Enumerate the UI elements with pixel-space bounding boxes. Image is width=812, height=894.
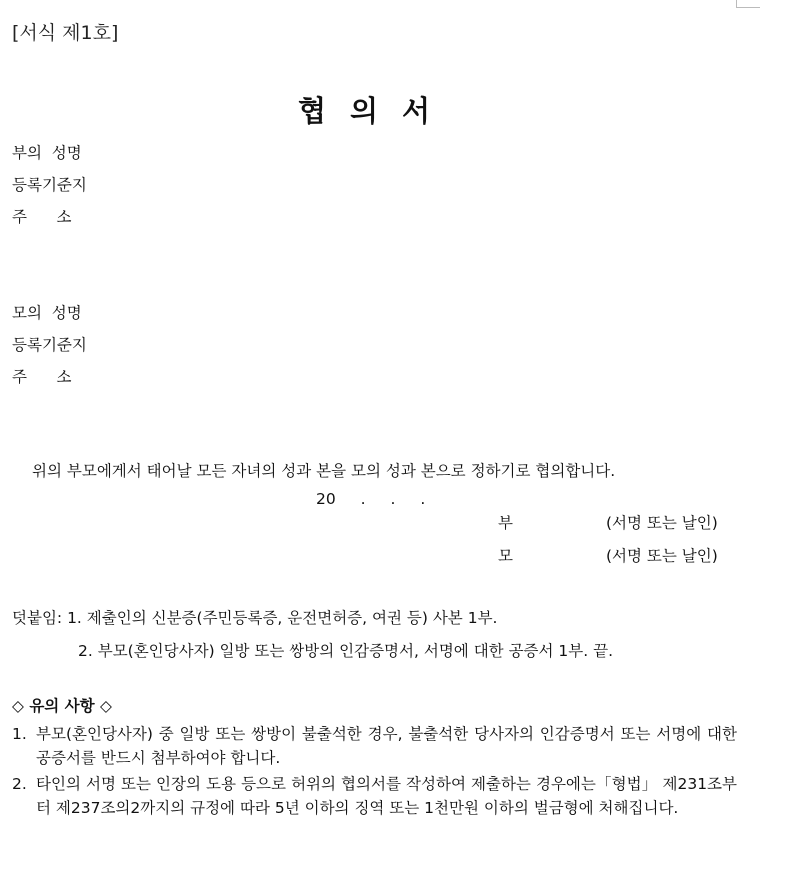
mother-name-label: 모의 성명 xyxy=(12,304,82,322)
attachment-line-2: 2. 부모(혼인당사자) 일방 또는 쌍방의 인감증명서, 서명에 대한 공증서 1부. 끝. xyxy=(78,642,614,660)
notes-title: ◇ 유의 사항 ◇ xyxy=(12,697,112,715)
page-corner-mark xyxy=(736,7,760,8)
note-text: 타인의 서명 또는 인장의 도용 등으로 허위의 협의서를 작성하여 제출하는 경우에는「형법」 제231조부터 제237조의2까지의 규정에 따라 5년 이하의 징역 또는 1천만원 이하의 벌금형에 처해집니다. xyxy=(36,775,737,817)
title-char: 서 xyxy=(402,94,433,128)
title-char: 의 xyxy=(350,94,381,128)
note-item xyxy=(12,772,737,820)
attachment-line-1: 덧붙임: 1. 제출인의 신분증(주민등록증, 운전면허증, 여권 등) 사본 1부. xyxy=(12,609,498,627)
father-signature-note: (서명 또는 날인) xyxy=(606,514,718,532)
note-number: 1. xyxy=(12,725,27,743)
note-number: 2. xyxy=(12,775,27,793)
father-name-label: 부의 성명 xyxy=(12,144,82,162)
document-title xyxy=(298,94,432,128)
title-char: 협 xyxy=(298,94,329,128)
father-address-label: 주 소 xyxy=(12,208,72,226)
agreement-text: 위의 부모에게서 태어날 모든 자녀의 성과 본을 모의 성과 본으로 정하기로 협의합니다. xyxy=(32,462,616,480)
mother-signature-note: (서명 또는 날인) xyxy=(606,547,718,565)
date-line: 20 . . . xyxy=(316,490,426,508)
note-item xyxy=(12,722,737,770)
mother-signature-label: 모 xyxy=(498,547,513,565)
form-number: [서식 제1호] xyxy=(12,22,119,44)
father-registry-label: 등록기준지 xyxy=(12,176,87,194)
page-corner-mark xyxy=(736,0,737,7)
mother-registry-label: 등록기준지 xyxy=(12,336,87,354)
note-text: 부모(혼인당사자) 중 일방 또는 쌍방이 불출석한 경우, 불출석한 당사자의 인감증명서 또는 서명에 대한 공증서를 반드시 첨부하여야 합니다. xyxy=(36,725,737,767)
mother-address-label: 주 소 xyxy=(12,368,72,386)
father-signature-label: 부 xyxy=(498,514,513,532)
